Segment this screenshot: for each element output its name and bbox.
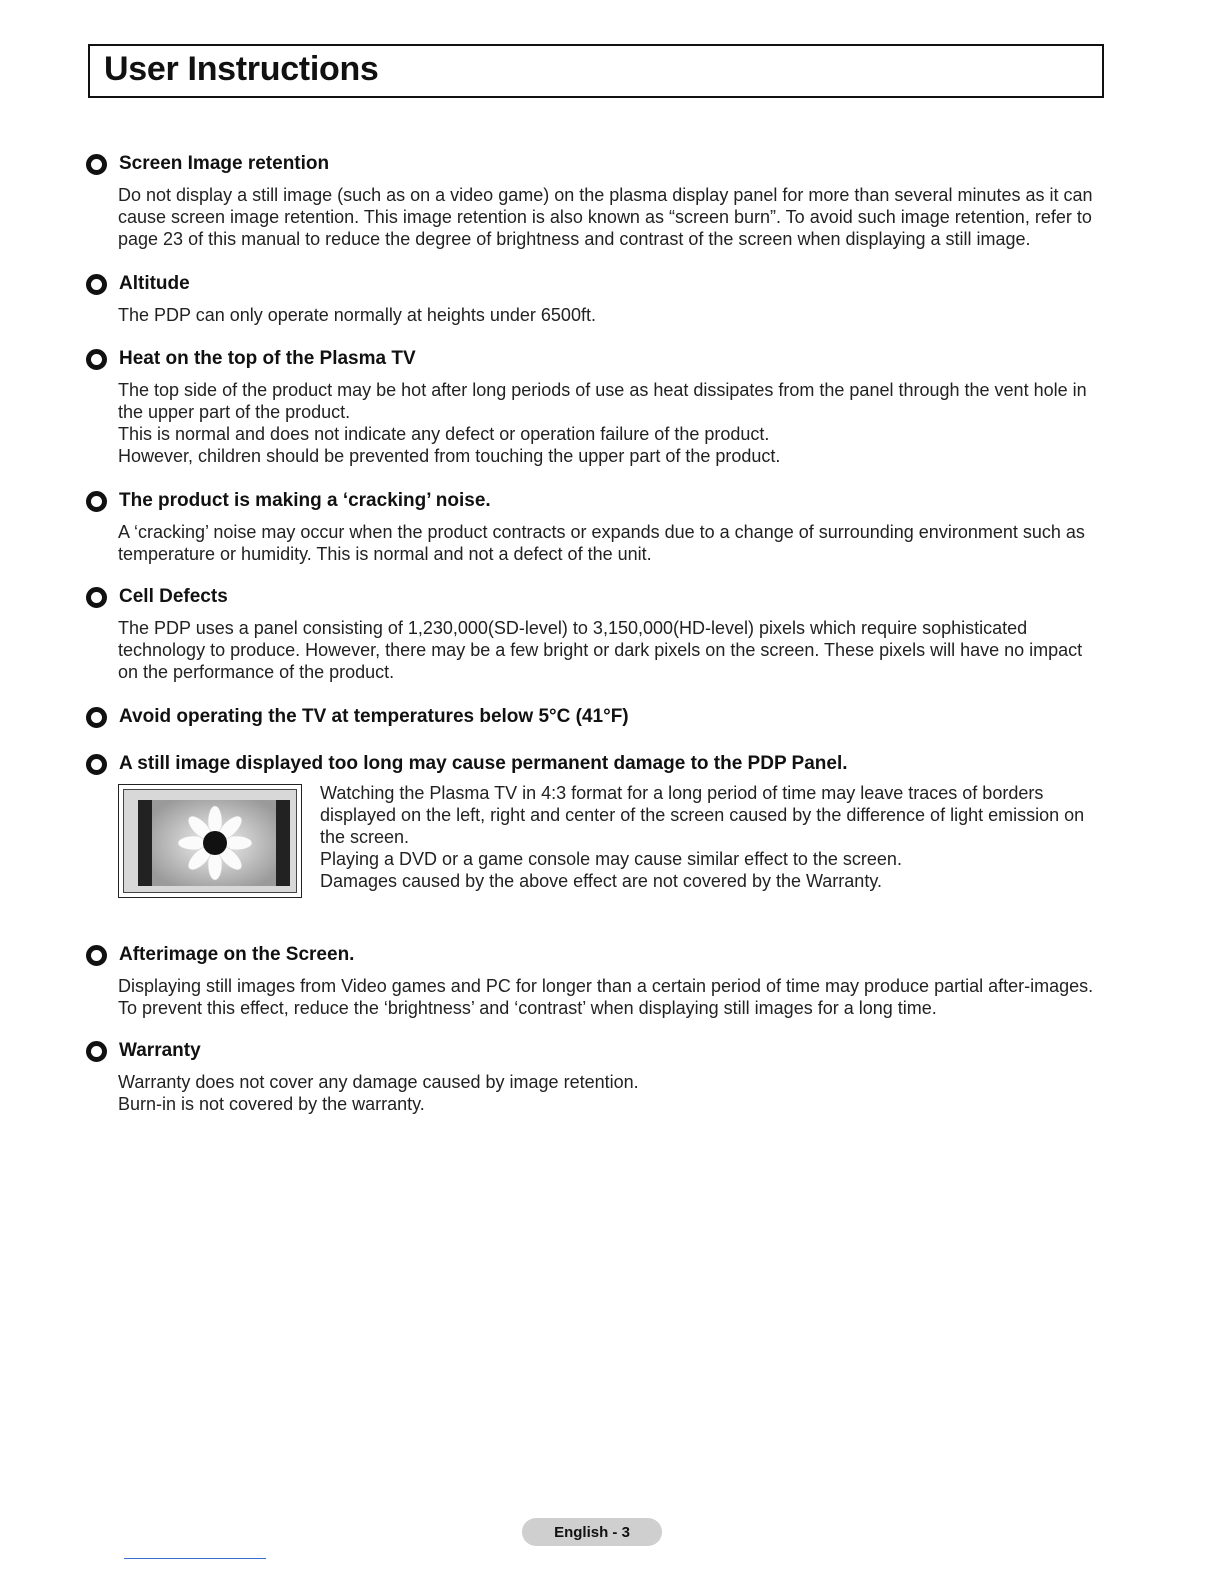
section-body: Warranty does not cover any damage caused by image retention. Burn-in is not covered by the warranty. bbox=[118, 1072, 639, 1114]
section-heading: A still image displayed too long may cause permanent damage to the PDP Panel. bbox=[86, 752, 1116, 776]
figure-caption: Watching the Plasma TV in 4:3 format for a long period of time may leave traces of borders displayed on the left, right and center of the screen caused by the difference of light emission on the screen. Playing a DVD or a game console may cause similar effect to the screen. Damages caused by the above effect are not covered by the Warranty. bbox=[320, 783, 1085, 891]
section-heading: Cell Defects bbox=[86, 585, 1116, 609]
section-heading: Afterimage on the Screen. bbox=[86, 943, 1116, 967]
section-still-image-damage bbox=[86, 752, 1116, 898]
section-heat bbox=[86, 347, 1116, 467]
circle-bullet-icon bbox=[86, 274, 107, 295]
figure-row bbox=[118, 784, 1116, 898]
section-body: The PDP uses a panel consisting of 1,230,000(SD-level) to 3,150,000(HD-level) pixels which require sophisticated technology to produce. However, there may be a few bright or dark pixels on the screen. These pixels will have no impact on the performance of the product. bbox=[118, 618, 1083, 682]
section-heading: Screen Image retention bbox=[86, 152, 1116, 176]
section-warranty bbox=[86, 1039, 1116, 1115]
circle-bullet-icon bbox=[86, 349, 107, 370]
section-screen-image-retention bbox=[86, 152, 1116, 250]
section-cell-defects bbox=[86, 585, 1116, 683]
section-heading: Warranty bbox=[86, 1039, 1116, 1063]
circle-bullet-icon bbox=[86, 707, 107, 728]
section-body: Do not display a still image (such as on a video game) on the plasma display panel for more than several minutes as it can cause screen image retention. This image retention is also known as “screen burn”. To avoid such image retention, refer to page 23 of this manual to reduce the degree of brightness and contrast of the screen when displaying a still image. bbox=[118, 185, 1093, 249]
circle-bullet-icon bbox=[86, 1041, 107, 1062]
section-heading: Heat on the top of the Plasma TV bbox=[86, 347, 1116, 371]
section-heading: The product is making a ‘cracking’ noise. bbox=[86, 489, 1116, 513]
circle-bullet-icon bbox=[86, 587, 107, 608]
section-body: The PDP can only operate normally at heights under 6500ft. bbox=[118, 305, 596, 325]
circle-bullet-icon bbox=[86, 154, 107, 175]
section-body: A ‘cracking’ noise may occur when the product contracts or expands due to a change of surrounding environment such as temperature or humidity. This is normal and not a defect of the unit. bbox=[118, 522, 1085, 564]
section-afterimage bbox=[86, 943, 1116, 1019]
section-body: The top side of the product may be hot after long periods of use as heat dissipates from the panel through the vent hole in the upper part of the product. This is normal and does not indicate any defect or operation failure of the product. However, children should be prevented from touching the upper part of the product. bbox=[118, 380, 1087, 466]
page-title: User Instructions bbox=[104, 50, 379, 88]
circle-bullet-icon bbox=[86, 491, 107, 512]
section-heading: Altitude bbox=[86, 272, 1116, 296]
circle-bullet-icon bbox=[86, 945, 107, 966]
title-box bbox=[88, 44, 1104, 98]
section-cracking-noise bbox=[86, 489, 1116, 565]
section-heading: Avoid operating the TV at temperatures below 5°C (41°F) bbox=[86, 705, 1116, 729]
section-altitude bbox=[86, 272, 1116, 326]
tv-sunflower-icon bbox=[118, 784, 302, 898]
circle-bullet-icon bbox=[86, 754, 107, 775]
section-temperature bbox=[86, 705, 1116, 729]
footer-divider bbox=[124, 1558, 266, 1559]
section-body: Displaying still images from Video games and PC for longer than a certain period of time may produce partial after-images. To prevent this effect, reduce the ‘brightness’ and ‘contrast’ when displaying still images for a long time. bbox=[118, 976, 1094, 1018]
page-number-badge: English - 3 bbox=[522, 1518, 662, 1546]
